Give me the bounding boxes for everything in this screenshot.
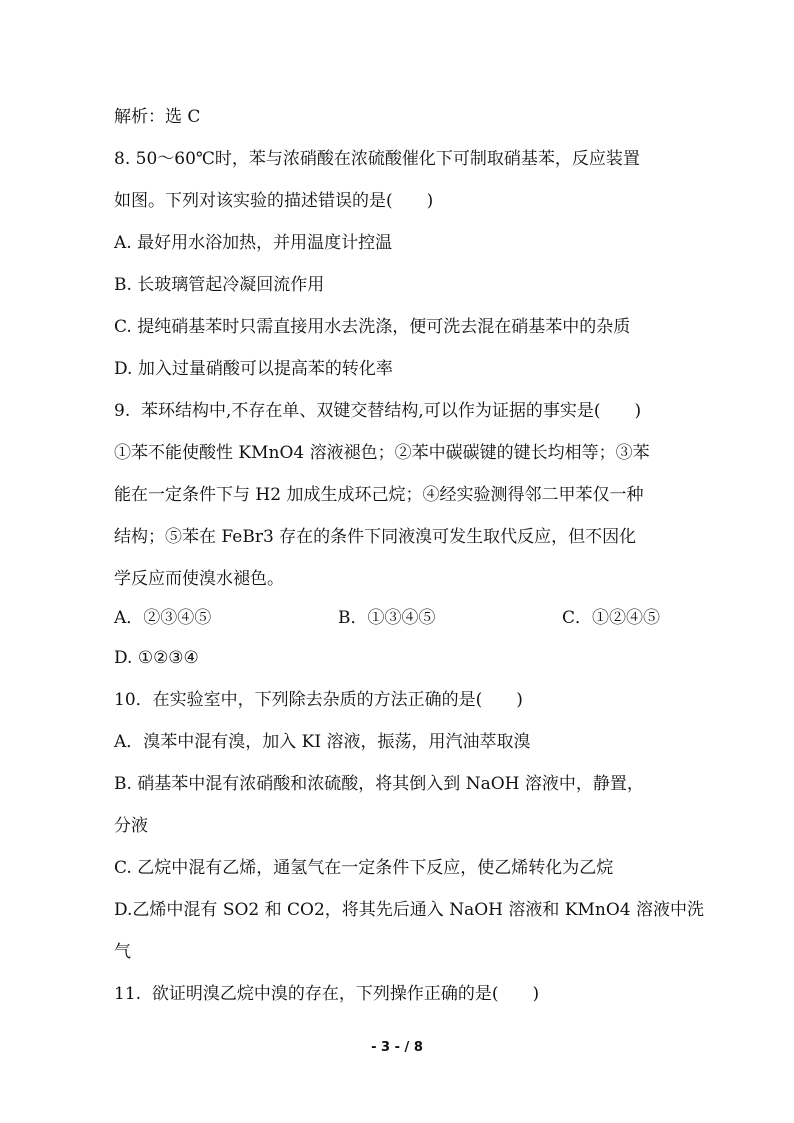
q9-stem-line-2: ①苯不能使酸性 KMnO4 溶液褪色；②苯中碳碳键的键长均相等；③苯 [114,443,650,463]
page-number: - 3 - / 8 [371,1040,423,1055]
q10-option-d-line-1: D.乙烯中混有 SO2 和 CO2，将其先后通入 NaOH 溶液和 KMnO4 溶液中洗 [114,900,704,920]
q9-option-a: A．②③④⑤ [114,608,212,628]
q10-option-c: C. 乙烷中混有乙烯，通氢气在一定条件下反应，使乙烯转化为乙烷 [114,858,614,878]
q9-option-d: D. ①②③④ [114,648,199,668]
q8-option-b: B. 长玻璃管起冷凝回流作用 [114,275,325,295]
q10-option-a: A．溴苯中混有溴，加入 KI 溶液，振荡，用汽油萃取溴 [114,732,531,752]
q8-option-d: D. 加入过量硝酸可以提高苯的转化率 [114,359,393,379]
q9-stem-line-1: 9. 苯环结构中,不存在单、双键交替结构,可以作为证据的事实是( ) [114,401,642,421]
q8-stem-line-2: 如图。下列对该实验的描述错误的是( ) [114,191,434,211]
q10-option-b-line-2: 分液 [114,816,148,836]
answer-analysis: 解析：选 C [114,107,201,127]
q8-option-c: C. 提纯硝基苯时只需直接用水去洗涤，便可洗去混在硝基苯中的杂质 [114,317,631,337]
q8-option-a: A. 最好用水浴加热，并用温度计控温 [114,233,393,253]
q9-option-c: C．①②④⑤ [562,608,661,628]
q9-option-b: B．①③④⑤ [338,608,436,628]
q9-stem-line-4: 结构；⑤苯在 FeBr3 存在的条件下同液溴可发生取代反应，但不因化 [114,527,637,547]
q10-option-b-line-1: B. 硝基苯中混有浓硝酸和浓硫酸，将其倒入到 NaOH 溶液中，静置， [114,774,644,794]
q8-stem-line-1: 8. 50～60℃时，苯与浓硝酸在浓硫酸催化下可制取硝基苯，反应装置 [114,149,640,169]
q10-option-d-line-2: 气 [114,942,131,962]
q9-options-row [114,606,694,630]
q10-stem: 10．在实验室中，下列除去杂质的方法正确的是( ) [114,690,523,710]
q9-stem-line-5: 学反应而使溴水褪色。 [114,569,284,589]
q9-stem-line-3: 能在一定条件下与 H2 加成生成环己烷；④经实验测得邻二甲苯仅一种 [114,485,644,505]
q11-stem: 11. 欲证明溴乙烷中溴的存在，下列操作正确的是( ) [114,984,540,1004]
